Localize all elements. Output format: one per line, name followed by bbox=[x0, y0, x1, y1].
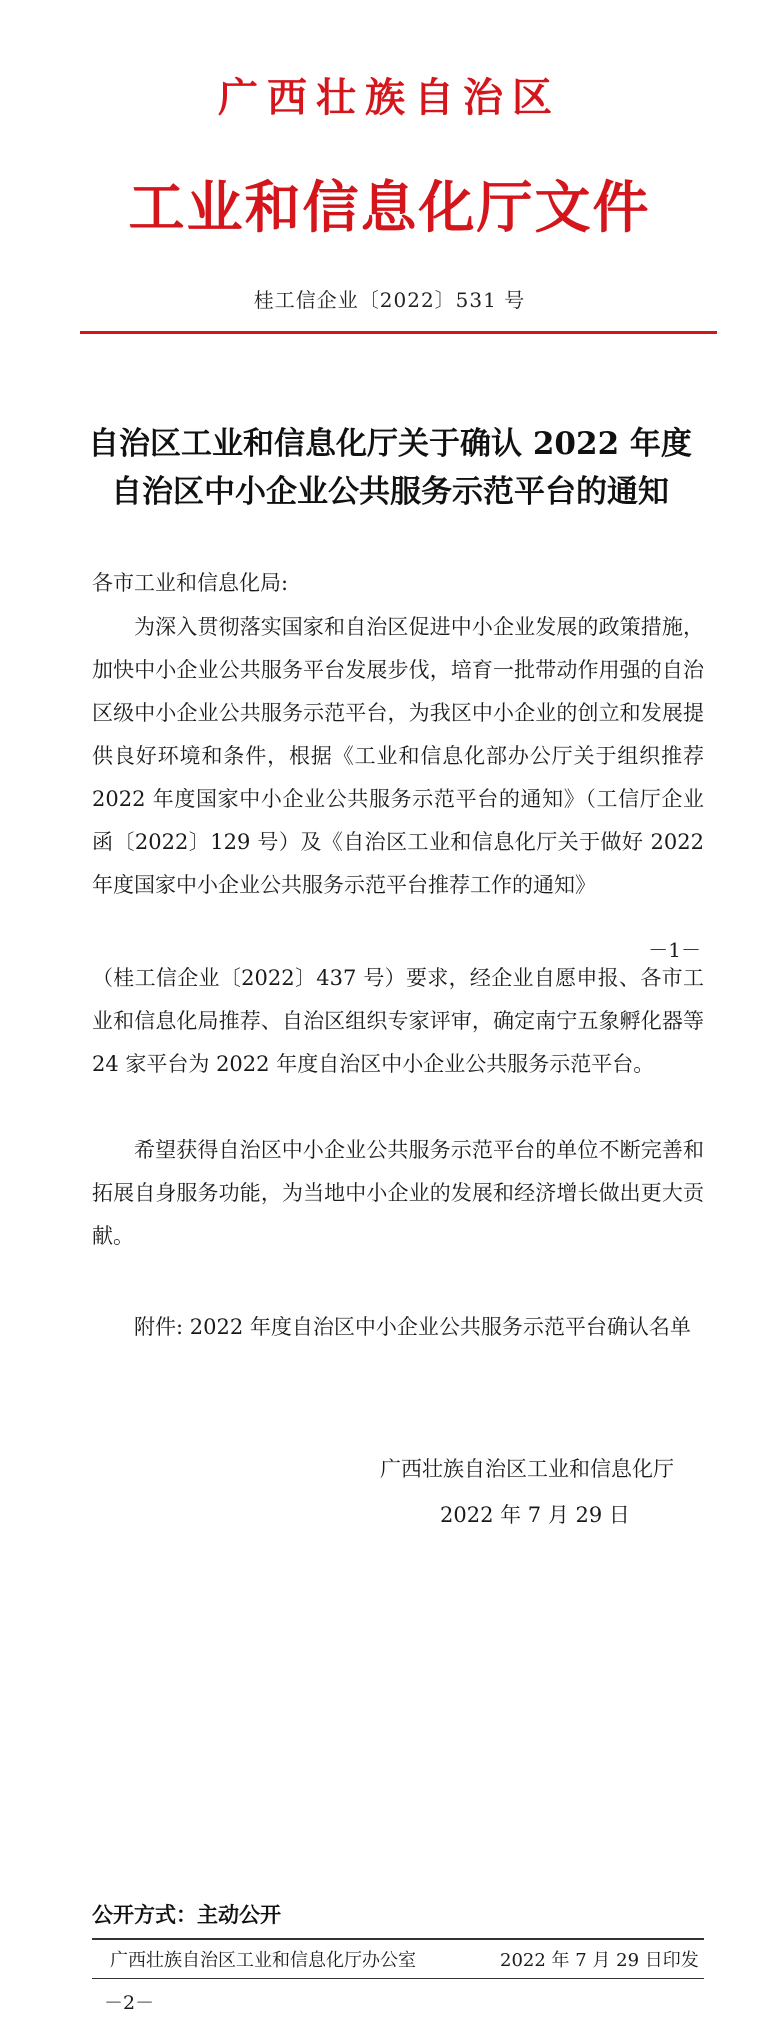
page-number-1: －1－ bbox=[648, 938, 701, 962]
attachment-note: 附件: 2022 年度自治区中小企业公共服务示范平台确认名单 bbox=[134, 1315, 691, 1339]
footer-print-date: 2022 年 7 月 29 日印发 bbox=[500, 1950, 699, 1971]
title-line-1: 自治区工业和信息化厅关于确认 2022 年度 bbox=[88, 426, 692, 462]
disclosure-method: 公开方式：主动公开 bbox=[92, 1903, 281, 1927]
footer-issuing-office: 广西壮族自治区工业和信息化厅办公室 bbox=[110, 1950, 416, 1971]
signature-date: 2022 年 7 月 29 日 bbox=[440, 1503, 630, 1527]
signature-organization: 广西壮族自治区工业和信息化厅 bbox=[380, 1457, 674, 1481]
salutation: 各市工业和信息化局: bbox=[92, 571, 289, 595]
document-number: 桂工信企业〔2022〕531 号 bbox=[253, 288, 526, 312]
footer-divider-bottom bbox=[92, 1978, 704, 1979]
issuer-region: 广西壮族自治区 bbox=[218, 74, 561, 121]
title-line-2: 自治区中小企业公共服务示范平台的通知 bbox=[111, 474, 669, 510]
body-paragraph-3: 希望获得自治区中小企业公共服务示范平台的单位不断完善和拓展自身服务功能，为当地中小企业的发展和经济增长做出更大贡献。 bbox=[92, 1138, 704, 1248]
issuer-department-file: 工业和信息化厅文件 bbox=[128, 175, 651, 241]
page-number-2: －2－ bbox=[104, 1992, 155, 2014]
body-paragraph-1: 为深入贯彻落实国家和自治区促进中小企业发展的政策措施，加快中小企业公共服务平台发展步伐，培育一批带动作用强的自治区级中小企业公共服务示范平台，为我区中小企业的创立和发展提供良好环境和条件，根据《工业和信息化部办公厅关于组织推荐 2022 年度国家中小企业公共服务示范平台的通知》（工信厅企业函〔2022〕129 号）及《自治区工业和信息化厅关于做好 2022 年度国家中小企业公共服务示范平台推荐工作的通知》 bbox=[92, 615, 704, 897]
document-title bbox=[60, 420, 720, 516]
header-divider bbox=[80, 331, 717, 334]
footer-divider-top bbox=[92, 1938, 704, 1940]
body-paragraph-2: （桂工信企业〔2022〕437 号）要求，经企业自愿申报、各市工业和信息化局推荐、自治区组织专家评审，确定南宁五象孵化器等 24 家平台为 2022 年度自治区中小企业公共服务示范平台。 bbox=[92, 966, 704, 1076]
